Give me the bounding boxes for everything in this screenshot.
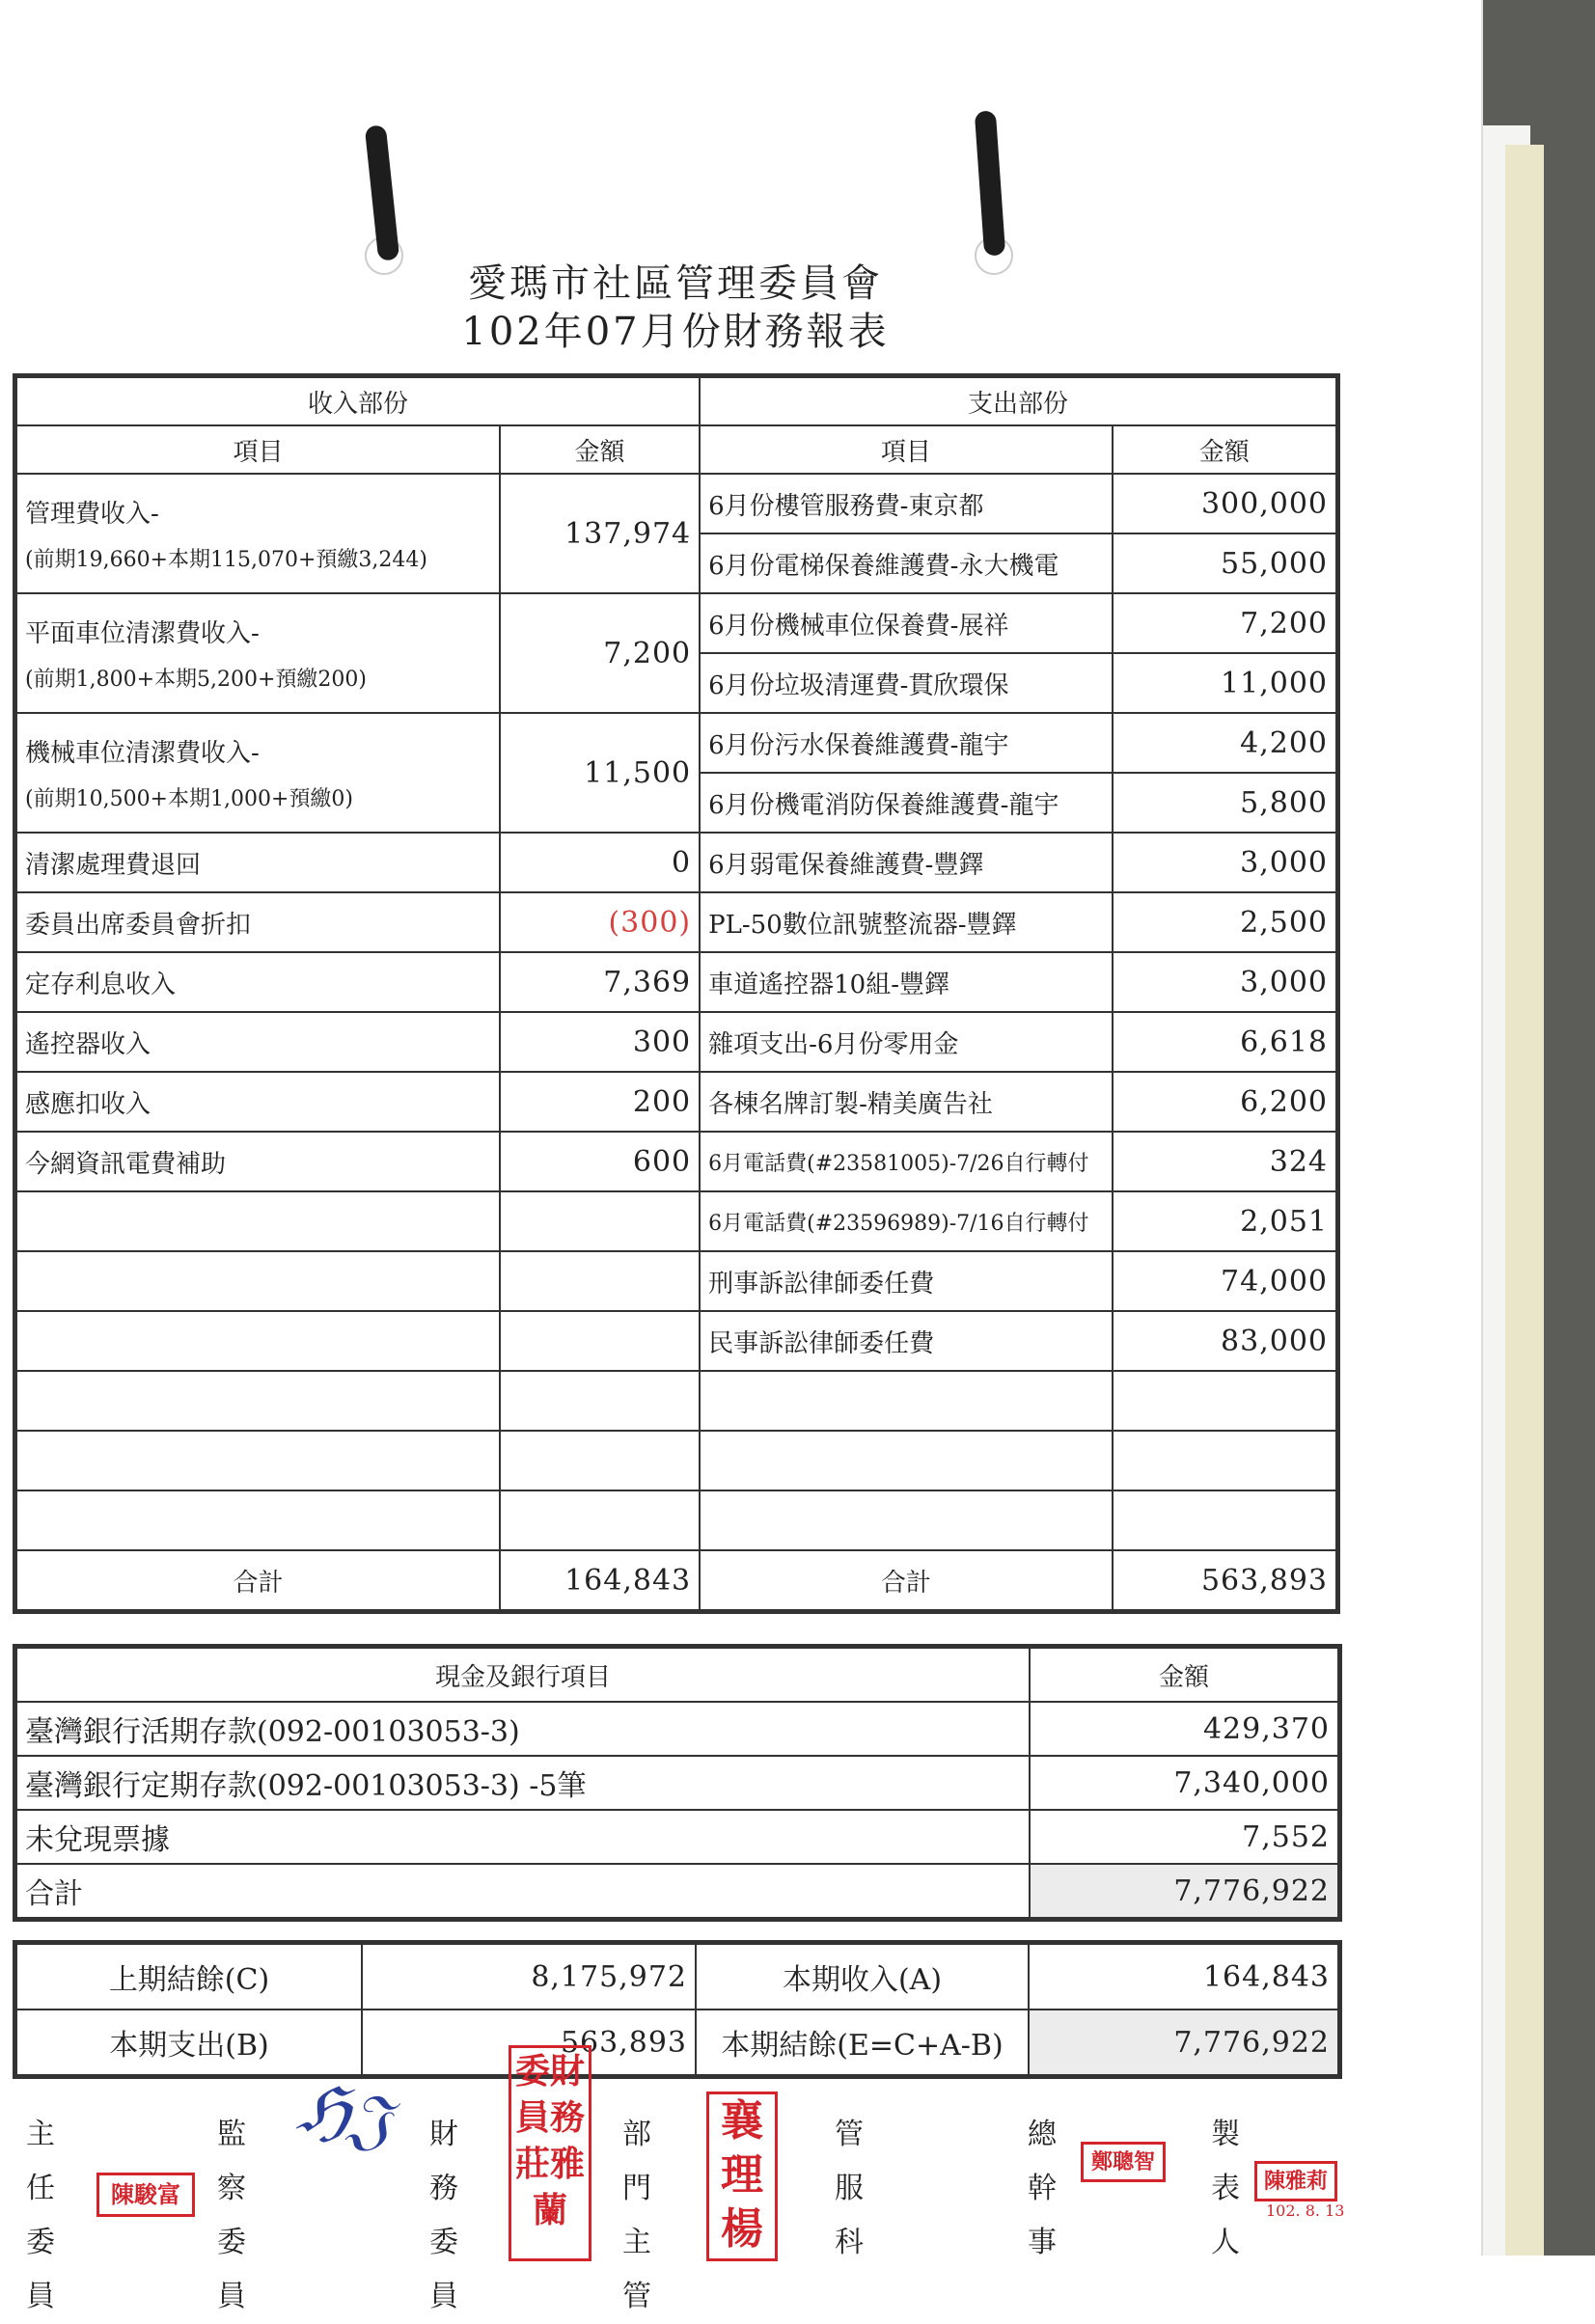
signature-label-dept-head: 部門主管	[622, 2118, 651, 2313]
expense-col-amount: 金額	[1113, 425, 1336, 474]
expense-total-label: 合計	[700, 1550, 1112, 1610]
empty-cell	[700, 1431, 1112, 1490]
expense-item: 6月電話費(#23596989)-7/16自行轉付	[700, 1191, 1112, 1251]
expense-amount: 55,000	[1113, 533, 1336, 593]
income-total-label: 合計	[16, 1550, 500, 1610]
income-item: 清潔處理費退回	[16, 833, 500, 892]
signature-label-service: 管服科	[835, 2118, 864, 2259]
cash-total-label: 合計	[16, 1864, 1030, 1918]
signature-label-preparer: 製表人	[1211, 2118, 1240, 2259]
preparer-seal: 陳雅莉	[1254, 2161, 1337, 2201]
income-item: 今網資訊電費補助	[16, 1132, 500, 1191]
report-subtitle: 102年07月份財務報表	[461, 310, 890, 354]
expense-item: PL-50數位訊號整流器-豐鐸	[700, 892, 1112, 952]
income-amount: 11,500	[500, 713, 700, 833]
income-expense-table	[15, 376, 1337, 1611]
expense-item: 6月份機電消防保養維護費-龍宇	[700, 773, 1112, 833]
expense-item: 6月份樓管服務費-東京都	[700, 474, 1112, 533]
expense-item: 6月份垃圾清運費-貫欣環保	[700, 653, 1112, 713]
handwritten-signature: ℌ𝔍	[292, 2066, 399, 2161]
summary-table	[15, 1943, 1339, 2076]
chairman-seal: 陳駿富	[96, 2173, 195, 2217]
period-expense: 563,893	[362, 2010, 696, 2075]
expense-item: 刑事訴訟律師委任費	[700, 1251, 1112, 1311]
expense-amount: 6,200	[1113, 1072, 1336, 1132]
empty-cell	[500, 1490, 700, 1550]
period-balance: 7,776,922	[1029, 2010, 1338, 2075]
expense-total: 563,893	[1113, 1550, 1336, 1610]
report-title: 愛瑪市社區管理委員會	[468, 261, 883, 306]
empty-cell	[16, 1490, 500, 1550]
expense-item: 雜項支出-6月份零用金	[700, 1012, 1112, 1072]
cash-amount: 7,340,000	[1030, 1756, 1338, 1810]
expense-item: 6月份電梯保養維護費-永大機電	[700, 533, 1112, 593]
expense-amount: 2,500	[1113, 892, 1336, 952]
expense-amount: 6,618	[1113, 1012, 1336, 1072]
cash-amount: 7,552	[1030, 1810, 1338, 1864]
binding-string-right	[975, 110, 1005, 256]
expense-amount: 74,000	[1113, 1251, 1336, 1311]
income-item-management-fee: 管理費收入- (前期19,660+本期115,070+預繳3,244)	[16, 474, 500, 593]
expense-amount: 4,200	[1113, 713, 1336, 773]
signature-label-chairman: 主任委員	[26, 2118, 55, 2313]
income-amount-empty	[500, 1191, 700, 1251]
income-amount-empty	[500, 1251, 700, 1311]
cash-item: 臺灣銀行定期存款(092-00103053-3) -5筆	[16, 1756, 1030, 1810]
income-amount: 0	[500, 833, 700, 892]
empty-cell	[700, 1490, 1112, 1550]
expense-item: 民事訴訟律師委任費	[700, 1311, 1112, 1371]
manager-seal: 鄭聰智	[1081, 2142, 1166, 2182]
expense-item: 6月份機械車位保養費-展祥	[700, 593, 1112, 653]
empty-cell	[700, 1371, 1112, 1431]
income-item-empty	[16, 1311, 500, 1371]
empty-cell	[1113, 1431, 1336, 1490]
signature-label-manager: 總幹事	[1028, 2118, 1057, 2259]
empty-cell	[1113, 1490, 1336, 1550]
dept-head-seal: 襄理楊	[706, 2092, 778, 2261]
income-item-mech-parking-cleaning: 機械車位清潔費收入- (前期10,500+本期1,000+預繳0)	[16, 713, 500, 833]
empty-cell	[1113, 1371, 1336, 1431]
expense-item: 車道遙控器10組-豐鐸	[700, 952, 1112, 1012]
empty-cell	[500, 1431, 700, 1490]
income-item-empty	[16, 1251, 500, 1311]
income-item: 遙控器收入	[16, 1012, 500, 1072]
prev-balance: 8,175,972	[362, 1944, 696, 2010]
income-amount: 7,369	[500, 952, 700, 1012]
empty-cell	[16, 1371, 500, 1431]
prev-balance-label: 上期結餘(C)	[16, 1944, 362, 2010]
cash-total: 7,776,922	[1030, 1864, 1338, 1918]
income-amount: 200	[500, 1072, 700, 1132]
expense-amount: 2,051	[1113, 1191, 1336, 1251]
income-amount-negative: (300)	[500, 892, 700, 952]
preparer-date: 102. 8. 13	[1266, 2201, 1345, 2220]
cash-col-amount: 金額	[1030, 1648, 1338, 1702]
expense-amount: 83,000	[1113, 1311, 1336, 1371]
period-income: 164,843	[1029, 1944, 1338, 2010]
income-col-amount: 金額	[500, 425, 700, 474]
expense-amount: 11,000	[1113, 653, 1336, 713]
empty-cell	[500, 1371, 700, 1431]
income-total: 164,843	[500, 1550, 700, 1610]
expense-item: 6月電話費(#23581005)-7/26自行轉付	[700, 1132, 1112, 1191]
expense-amount: 3,000	[1113, 833, 1336, 892]
cash-amount: 429,370	[1030, 1702, 1338, 1756]
cash-bank-table	[15, 1647, 1339, 1919]
income-item-parking-cleaning: 平面車位清潔費收入- (前期1,800+本期5,200+預繳200)	[16, 593, 500, 713]
period-income-label: 本期收入(A)	[696, 1944, 1029, 2010]
income-item: 感應扣收入	[16, 1072, 500, 1132]
expense-item: 各棟名牌訂製-精美廣告社	[700, 1072, 1112, 1132]
income-item: 定存利息收入	[16, 952, 500, 1012]
expense-amount: 5,800	[1113, 773, 1336, 833]
expense-amount: 7,200	[1113, 593, 1336, 653]
cash-header: 現金及銀行項目	[16, 1648, 1030, 1702]
income-amount: 137,974	[500, 474, 700, 593]
cash-item: 臺灣銀行活期存款(092-00103053-3)	[16, 1702, 1030, 1756]
empty-cell	[16, 1431, 500, 1490]
expense-item: 6月弱電保養維護費-豐鐸	[700, 833, 1112, 892]
expense-amount: 3,000	[1113, 952, 1336, 1012]
income-item-empty	[16, 1191, 500, 1251]
expense-amount: 300,000	[1113, 474, 1336, 533]
finance-committee-seal: 委財員務莊雅蘭	[509, 2045, 591, 2261]
expense-col-item: 項目	[700, 425, 1112, 474]
expense-amount: 324	[1113, 1132, 1336, 1191]
cash-item: 未兌現票據	[16, 1810, 1030, 1864]
signature-label-supervisor: 監察委員	[217, 2118, 246, 2313]
income-amount: 7,200	[500, 593, 700, 713]
income-col-item: 項目	[16, 425, 500, 474]
expense-item: 6月份污水保養維護費-龍宇	[700, 713, 1112, 773]
period-balance-label: 本期結餘(E=C+A-B)	[696, 2010, 1029, 2075]
signature-label-finance: 財務委員	[429, 2118, 458, 2313]
expense-header: 支出部份	[700, 377, 1336, 425]
underlying-folder	[1505, 145, 1544, 2256]
income-amount-empty	[500, 1311, 700, 1371]
period-expense-label: 本期支出(B)	[16, 2010, 362, 2075]
income-amount: 600	[500, 1132, 700, 1191]
income-amount: 300	[500, 1012, 700, 1072]
income-item: 委員出席委員會折扣	[16, 892, 500, 952]
income-header: 收入部份	[16, 377, 700, 425]
